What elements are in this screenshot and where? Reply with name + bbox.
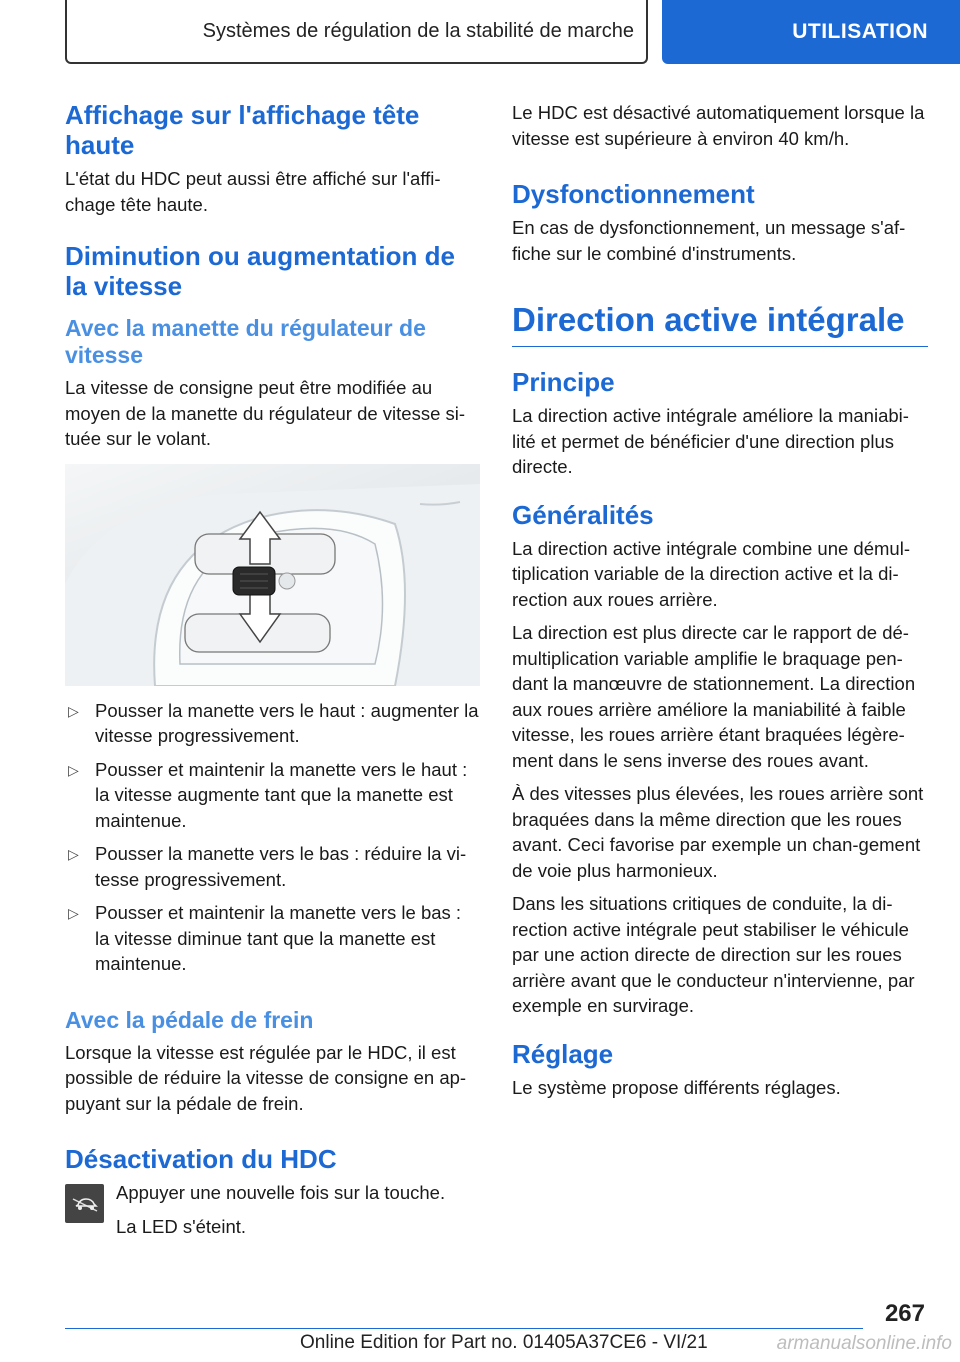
- triangle-bullet-icon: ▷: [68, 846, 79, 862]
- running-header: [65, 0, 648, 64]
- footer-divider: [65, 1328, 863, 1329]
- heading-manette: Avec la manette du régulateur de vitesse: [65, 315, 426, 368]
- triangle-bullet-icon: ▷: [68, 761, 79, 778]
- steering-wheel-control-illustration: [65, 464, 480, 686]
- heading-desactivation: Désactivation du HDC: [65, 1144, 337, 1174]
- paragraph-desactivation-2: La LED s'éteint.: [116, 1215, 247, 1237]
- paragraph-generalites-1: La direction active intégrale combine une démul-tiplication variable de la direction active et la di-rection aux roues arrière.: [512, 537, 910, 610]
- heading-affichage: Affichage sur l'affichage tête haute: [65, 100, 420, 160]
- bullet-list: [65, 698, 480, 977]
- triangle-bullet-icon: ▷: [68, 702, 79, 719]
- list-item: ▷ Pousser et maintenir la manette vers le haut : la vitesse augmente tant que la manette est maintenue.: [68, 758, 468, 831]
- heading-dysfonctionnement: Dysfonctionnement: [512, 179, 755, 209]
- page-number: 267: [884, 1300, 925, 1327]
- hdc-button-icon: [65, 1184, 104, 1223]
- paragraph-desactivation-1: Appuyer une nouvelle fois sur la touche.: [116, 1182, 446, 1203]
- right-column: [512, 100, 928, 1108]
- watermark: armanualsonline.info: [776, 1333, 952, 1354]
- paragraph-generalites-3: À des vitesses plus élevées, les roues arrière sont braquées dans la même direction que les roues avant. Ceci favorise par exemple un chan-gement de voie plus harmonieux.: [512, 783, 924, 881]
- hdc-button-instruction: [65, 1180, 480, 1247]
- paragraph-manette: La vitesse de consigne peut être modifiée au moyen de la manette du régulateur de vitesse si-tuée sur le volant.: [65, 377, 466, 449]
- chapter-tab: [662, 0, 960, 64]
- paragraph-pedale: Lorsque la vitesse est régulée par le HDC, il est possible de réduire la vitesse de consigne en ap-puyant sur la pédale de frein.: [65, 1041, 467, 1114]
- paragraph-reglage: Le système propose différents réglages.: [512, 1076, 841, 1098]
- chapter-label: UTILISATION: [792, 20, 928, 43]
- triangle-bullet-icon: ▷: [68, 905, 79, 921]
- section-title: Systèmes de régulation de la stabilité de marche: [202, 19, 634, 42]
- heading-reglage: Réglage: [512, 1038, 614, 1069]
- paragraph-affichage: L'état du HDC peut aussi être affiché sur l'affi-chage tête haute.: [65, 168, 441, 215]
- paragraph-principe: La direction active intégrale améliore la maniabi-lité et permet de bénéficier d'une direction plus directe.: [512, 405, 909, 477]
- heading-generalites: Généralités: [512, 499, 654, 530]
- paragraph-generalites-4: Dans les situations critiques de conduite, la di-rection active intégrale peut stabiliser le véhicule par une action directe de direction sur les roues arrière avant que le conducteur n'intervienne, par exemple en survirage.: [512, 893, 915, 1016]
- heading-diminution: Diminution ou augmentation de la vitesse: [65, 241, 455, 301]
- list-item: ▷ Pousser la manette vers le bas : réduire la vi-tesse progressivement.: [68, 843, 467, 890]
- paragraph-generalites-2: La direction est plus directe car le rapport de dé-multiplication variable amplifie le braquage pen-dant la manœuvre de stationnement. La direction aux roues arrière améliore la maniabilité à faible vitesse, les roues arrière étant braquées légère-ment dans le sens inverse des roues avant.: [512, 622, 916, 771]
- list-item: ▷ Pousser et maintenir la manette vers le bas : la vitesse diminue tant que la manette est maintenue.: [68, 902, 462, 974]
- paragraph-dysfonctionnement: En cas de dysfonctionnement, un message s'af-fiche sur le combiné d'instruments.: [512, 217, 906, 264]
- paragraph-hdc-auto: Le HDC est désactivé automatiquement lorsque la vitesse est supérieure à environ 40 km/h.: [512, 102, 925, 149]
- heading-principe: Principe: [512, 367, 615, 397]
- heading-pedale: Avec la pédale de frein: [65, 1006, 314, 1033]
- heading-direction-active: Direction active intégrale: [512, 300, 928, 347]
- list-item: ▷ Pousser la manette vers le haut : augmenter la vitesse progressivement.: [68, 699, 479, 746]
- left-column: [65, 100, 480, 1247]
- footer-edition: Online Edition for Part no. 01405A37CE6 - VI/21: [300, 1332, 708, 1353]
